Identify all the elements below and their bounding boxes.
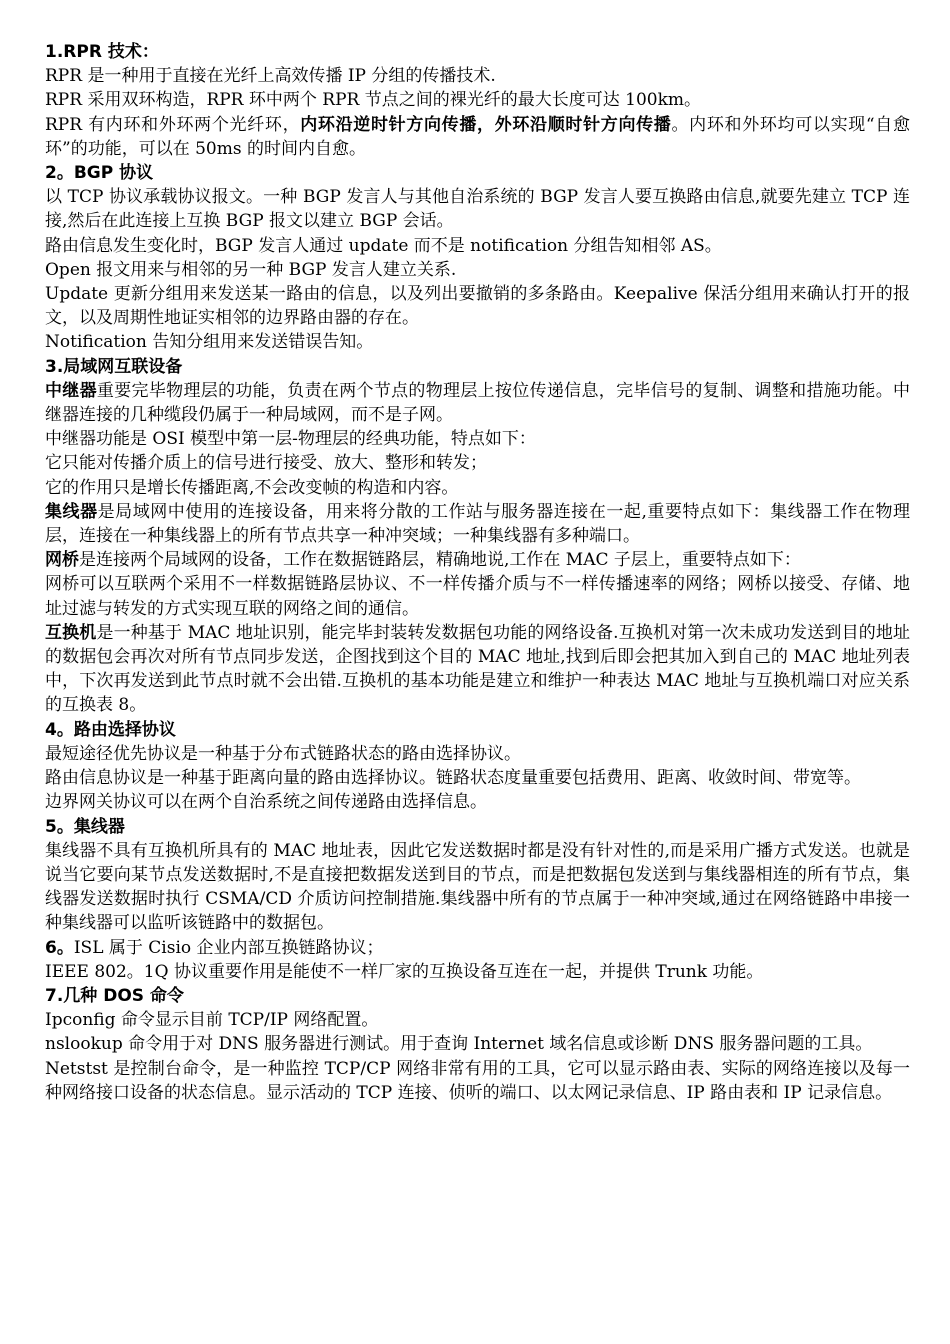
section-1-heading: 1.RPR 技术： xyxy=(45,42,159,62)
rpr-rings-intro: RPR 有内环和外环两个光纤环， xyxy=(45,114,301,135)
bridge-paragraph xyxy=(45,548,910,572)
section-2-paragraph-1: 以 TCP 协议承载协议报文。一种 BGP 发言人与其他自治系统的 BGP 发言人要互换路由信息,就要先建立 TCP 连接,然后在此连接上互换 BGP 报文以建立 BGP 会话。 xyxy=(45,187,910,232)
section-6-paragraph-2: IEEE 802。1Q 协议重要作用是能使不一样厂家的互换设备互连在一起，并提供 Trunk 功能。 xyxy=(45,961,764,982)
switch-paragraph xyxy=(45,621,910,718)
section-6-heading: 6。 xyxy=(45,937,74,958)
bridge-term: 网桥 xyxy=(45,550,79,571)
section-7-paragraph-1: Ipconfig 命令显示目前 TCP/IP 网络配置。 xyxy=(45,1010,379,1031)
section-3-paragraph-4: 它的作用只是增长传播距离,不会改变帧的构造和内容。 xyxy=(45,477,459,498)
section-5-heading: 5。集线器 xyxy=(45,816,125,837)
section-4-heading: 4。路由选择协议 xyxy=(45,719,176,740)
bridge-text: 是连接两个局域网的设备，工作在数据链路层，精确地说,工作在 MAC 子层上，重要特点如下： xyxy=(79,550,801,571)
section-1-paragraph-1: RPR 是一种用于直接在光纤上高效传播 IP 分组的传播技术. xyxy=(45,66,496,87)
section-3-paragraph-7: 网桥可以互联两个采用不一样数据链路层协议、不一样传播介质与不一样传播速率的网络；网桥以接受、存储、地址过滤与转发的方式实现互联的网络之间的通信。 xyxy=(45,574,910,619)
switch-text: 是一种基于 MAC 地址识别，能完毕封装转发数据包功能的网络设备.互换机对第一次未成功发送到目的地址的数据包会再次对所有节点同步发送，企图找到这个目的 MAC 地址,找到后即会把其加入到自己的 MAC 地址列表中，下次再发送到此节点时就不会出错.互换机的基本功能是建立和维护一种表达 MAC 地址与互换机端口对应关系的互换表 8。 xyxy=(45,622,910,716)
section-3-paragraph-2: 中继器功能是 OSI 模型中第一层-物理层的经典功能，特点如下： xyxy=(45,429,536,450)
rpr-rings-direction: 内环沿逆时针方向传播，外环沿顺时针方向传播 xyxy=(300,114,672,135)
section-2-paragraph-5: Notification 告知分组用来发送错误告知。 xyxy=(45,332,374,353)
section-5-paragraph-1: 集线器不具有互换机所具有的 MAC 地址表，因此它发送数据时都是没有针对性的,而是采用广播方式发送。也就是说当它要向某节点发送数据时,不是直接把数据发送到目的节点，而是把数据包发送到与集线器相连的所有节点，集线器发送数据时执行 CSMA/CD 介质访问控制措施.集线器中所有的节点属于一种冲突域,通过在网络链路中串接一种集线器可以监听该链路中的数据包。 xyxy=(45,840,910,934)
section-7-heading: 7.几种 DOS 命令 xyxy=(45,985,184,1006)
hub-term: 集线器 xyxy=(45,501,98,522)
rpr-self-healing: 。内环和外环均可以实现“自愈环”的功能，可以在 50ms 的时间内自愈。 xyxy=(45,114,910,159)
section-4-paragraph-1: 最短途径优先协议是一种基于分布式链路状态的路由选择协议。 xyxy=(45,743,521,764)
section-3-paragraph-3: 它只能对传播介质上的信号进行接受、放大、整形和转发； xyxy=(45,453,487,474)
section-4-paragraph-3: 边界网关协议可以在两个自治系统之间传递路由选择信息。 xyxy=(45,792,487,813)
section-2-paragraph-2: 路由信息发生变化时，BGP 发言人通过 update 而不是 notification 分组告知相邻 AS。 xyxy=(45,235,722,256)
section-3-heading: 3.局域网互联设备 xyxy=(45,356,183,377)
repeater-paragraph xyxy=(45,379,910,427)
isl-text: ISL 属于 Cisio 企业内部互换链路协议； xyxy=(73,937,384,958)
section-7-paragraph-2: nslookup 命令用于对 DNS 服务器进行测试。用于查询 Internet 域名信息或诊断 DNS 服务器问题的工具。 xyxy=(45,1034,873,1055)
hub-paragraph xyxy=(45,500,910,548)
section-2-paragraph-4: Update 更新分组用来发送某一路由的信息，以及列出要撤销的多条路由。Keepalive 保活分组用来确认打开的报文，以及周期性地证实相邻的边界路由器的存在。 xyxy=(45,284,910,329)
section-4-paragraph-2: 路由信息协议是一种基于距离向量的路由选择协议。链路状态度量重要包括费用、距离、收敛时间、带宽等。 xyxy=(45,768,861,789)
repeater-text: 重要完毕物理层的功能，负责在两个节点的物理层上按位传递信息，完毕信号的复制、调整和措施功能。中继器连接的几种缆段仍属于一种局域网，而不是子网。 xyxy=(45,380,911,426)
section-2-paragraph-3: Open 报文用来与相邻的另一种 BGP 发言人建立关系. xyxy=(45,259,457,280)
hub-text: 是局域网中使用的连接设备，用来将分散的工作站与服务器连接在一起,重要特点如下：集线器工作在物理层，连接在一种集线器上的所有节点共享一种冲突域；一种集线器有多种端口。 xyxy=(45,501,911,547)
switch-term: 互换机 xyxy=(45,622,97,643)
repeater-term: 中继器 xyxy=(45,380,97,401)
section-7-paragraph-3: Netstst 是控制台命令，是一种监控 TCP/CP 网络非常有用的工具，它可以显示路由表、实际的网络连接以及每一种网络接口设备的状态信息。显示活动的 TCP 连接、侦听的端口、以太网记录信息、IP 路由表和 IP 记录信息。 xyxy=(45,1058,910,1103)
section-6-paragraph-1 xyxy=(45,936,910,960)
section-1-paragraph-2: RPR 采用双环构造，RPR 环中两个 RPR 节点之间的裸光纤的最大长度可达 100km。 xyxy=(45,90,702,111)
section-1-paragraph-3 xyxy=(45,113,910,161)
section-2-heading: 2。BGP 协议 xyxy=(45,163,154,184)
